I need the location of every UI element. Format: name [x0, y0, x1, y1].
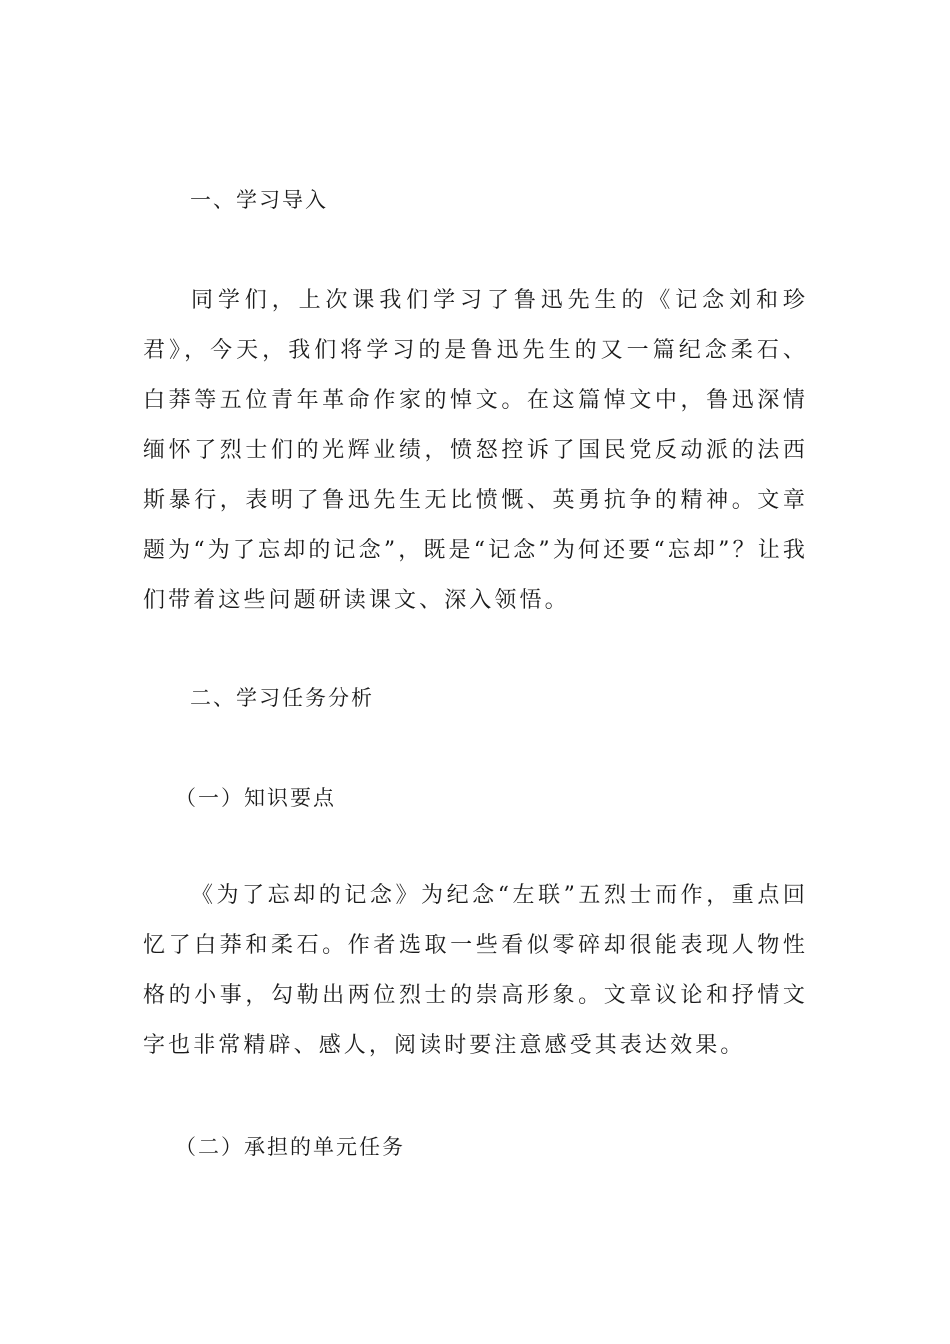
section-heading-task-analysis: 二、学习任务分析 [190, 686, 374, 710]
subheading-knowledge-points: （一）知识要点 [175, 786, 336, 810]
intro-paragraph: 同学们，上次课我们学习了鲁迅先生的《记念刘和珍君》，今天，我们将学习的是鲁迅先生的又一篇纪念柔石、白莽等五位青年革命作家的悼文。在这篇悼文中，鲁迅深情缅怀了烈士们的光辉业绩，愤怒控诉了国民党反动派的法西斯暴行，表明了鲁迅先生无比愤慨、英勇抗争的精神。文章题为“为了忘却的记念”，既是“记念”为何还要“忘却”？让我们带着这些问题研读课文、深入领悟。 [143, 288, 808, 613]
subheading-unit-tasks: （二）承担的单元任务 [175, 1135, 405, 1159]
knowledge-points-paragraph: 《为了忘却的记念》为纪念“左联”五烈士而作，重点回忆了白莽和柔石。作者选取一些看似零碎却很能表现人物性格的小事，勾勒出两位烈士的崇高形象。文章议论和抒情文字也非常精辟、感人，阅读时要注意感受其表达效果。 [143, 883, 808, 1058]
section-heading-learning-intro: 一、学习导入 [190, 188, 328, 212]
